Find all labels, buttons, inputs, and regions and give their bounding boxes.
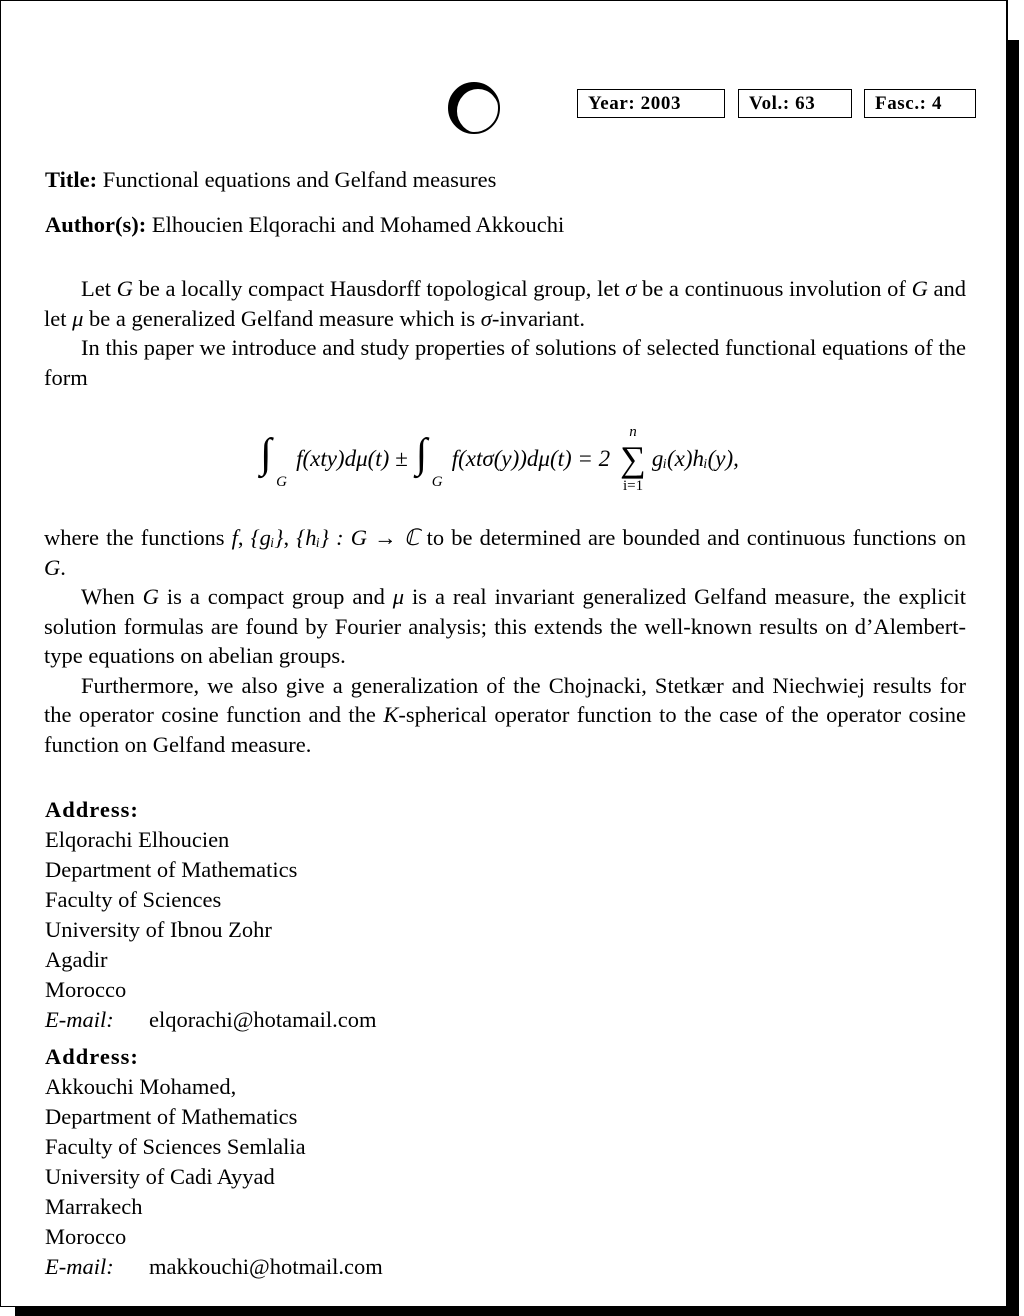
- address-line: Morocco: [45, 1224, 127, 1249]
- integral-1: [260, 424, 290, 494]
- text: -invariant.: [491, 305, 585, 331]
- address-line: Marrakech: [45, 1194, 143, 1219]
- address-block-1: [45, 795, 377, 1035]
- sum-upper-limit: n: [629, 424, 637, 440]
- email-address[interactable]: elqorachi@hotamail.com: [149, 1007, 377, 1032]
- text: Let: [81, 276, 117, 301]
- integral-domain: G: [431, 474, 443, 490]
- math: σ: [625, 276, 637, 301]
- crescent-circle-logo: [447, 81, 501, 135]
- math: G: [142, 584, 159, 609]
- text: and let: [44, 276, 966, 331]
- math: f: [231, 525, 238, 550]
- address-line: Elqorachi Elhoucien: [45, 827, 230, 852]
- text: ,: [283, 525, 297, 550]
- sum-body: gᵢ(x)hᵢ(y),: [651, 446, 739, 471]
- abstract-paragraph-4: [44, 582, 966, 671]
- year-badge: Year: 2003: [577, 89, 725, 118]
- page-shadow-bottom: [15, 1307, 1019, 1316]
- address-line: Department of Mathematics: [45, 857, 298, 882]
- text: where the functions: [44, 525, 232, 550]
- text: be a locally compact Hausdorff topological group, let: [132, 276, 626, 301]
- equation-row: [260, 424, 747, 494]
- text: ,: [237, 525, 251, 550]
- abstract-paragraph-2: In this paper we introduce and study properties of solutions of selected functional equations of the form: [44, 335, 966, 390]
- page-shadow-right: [1007, 40, 1019, 1316]
- address-line: Faculty of Sciences Semlalia: [45, 1134, 306, 1159]
- address-line: Agadir: [45, 947, 108, 972]
- text: .: [60, 554, 66, 580]
- fascicle-badge: Fasc.: 4: [864, 89, 976, 118]
- math: G: [116, 276, 133, 301]
- volume-badge: Vol.: 63: [738, 89, 852, 118]
- address-line: Faculty of Sciences: [45, 887, 222, 912]
- email-address[interactable]: makkouchi@hotmail.com: [149, 1254, 383, 1279]
- address-heading: Address:: [45, 1044, 139, 1069]
- authors-label: Author(s):: [45, 212, 147, 237]
- math: μ: [392, 584, 405, 609]
- text: Furthermore, we also give a generalization of the Chojnacki, Stetkær and Niechwiej results for the operator cosine function and the: [44, 672, 966, 727]
- integral-2: [416, 424, 446, 494]
- authors: Elhoucien Elqorachi and Mohamed Akkouchi: [151, 212, 565, 237]
- math: K: [383, 702, 399, 727]
- summation-symbol: ∑: [620, 439, 646, 479]
- email-line: [45, 1252, 383, 1282]
- math: G: [911, 276, 928, 301]
- display-equation: [1, 413, 1006, 505]
- address-heading: Address:: [45, 797, 139, 822]
- text: is a real invariant generalized Gelfand measure, the explicit solution formulas are found by Fourier analysis; this extends the well-known results on d’Alembert-type equations on abelian groups.: [44, 584, 966, 668]
- address-block-2: [45, 1042, 383, 1282]
- email-label: E-mail:: [45, 1254, 114, 1279]
- abstract-top: [44, 274, 966, 392]
- integral-symbol: ∫: [415, 431, 428, 477]
- math: {hᵢ} : G → ℂ: [296, 525, 420, 550]
- math: μ: [72, 305, 84, 331]
- address-line: Akkouchi Mohamed,: [45, 1074, 237, 1099]
- abstract-bottom: [44, 523, 966, 759]
- math: σ: [480, 305, 492, 331]
- email-line: [45, 1005, 377, 1035]
- text: be a generalized Gelfand measure which is: [83, 305, 481, 331]
- address-line: University of Cadi Ayyad: [45, 1164, 275, 1189]
- integrand-1: f(xty)dμ(t) ±: [296, 446, 408, 471]
- title-line: [45, 167, 496, 193]
- summation: [620, 424, 646, 494]
- authors-line: [45, 212, 564, 238]
- integrand-2: f(xtσ(y))dμ(t) = 2: [451, 446, 611, 471]
- sum-lower-limit: i=1: [622, 478, 644, 494]
- abstract-paragraph-5: [44, 671, 966, 760]
- math: {gᵢ}: [250, 525, 284, 550]
- text: -spherical operator function to the case of the operator cosine function on Gelfand measure.: [44, 702, 966, 757]
- abstract-paragraph-3: [44, 523, 966, 582]
- text: When: [81, 584, 143, 609]
- integral-domain: G: [276, 474, 287, 490]
- integral-symbol: ∫: [260, 431, 272, 477]
- address-line: Department of Mathematics: [45, 1104, 298, 1129]
- math: G: [44, 554, 61, 580]
- email-label: E-mail:: [45, 1007, 114, 1032]
- address-line: Morocco: [45, 977, 127, 1002]
- text: is a compact group and: [158, 584, 393, 609]
- title-label: Title:: [45, 167, 98, 192]
- text: to be determined are bounded and continuous functions on: [419, 525, 967, 550]
- text: be a continuous involution of: [636, 276, 912, 301]
- paper-title: Functional equations and Gelfand measures: [102, 167, 497, 192]
- address-line: University of Ibnou Zohr: [45, 917, 272, 942]
- abstract-paragraph-1: [44, 274, 966, 333]
